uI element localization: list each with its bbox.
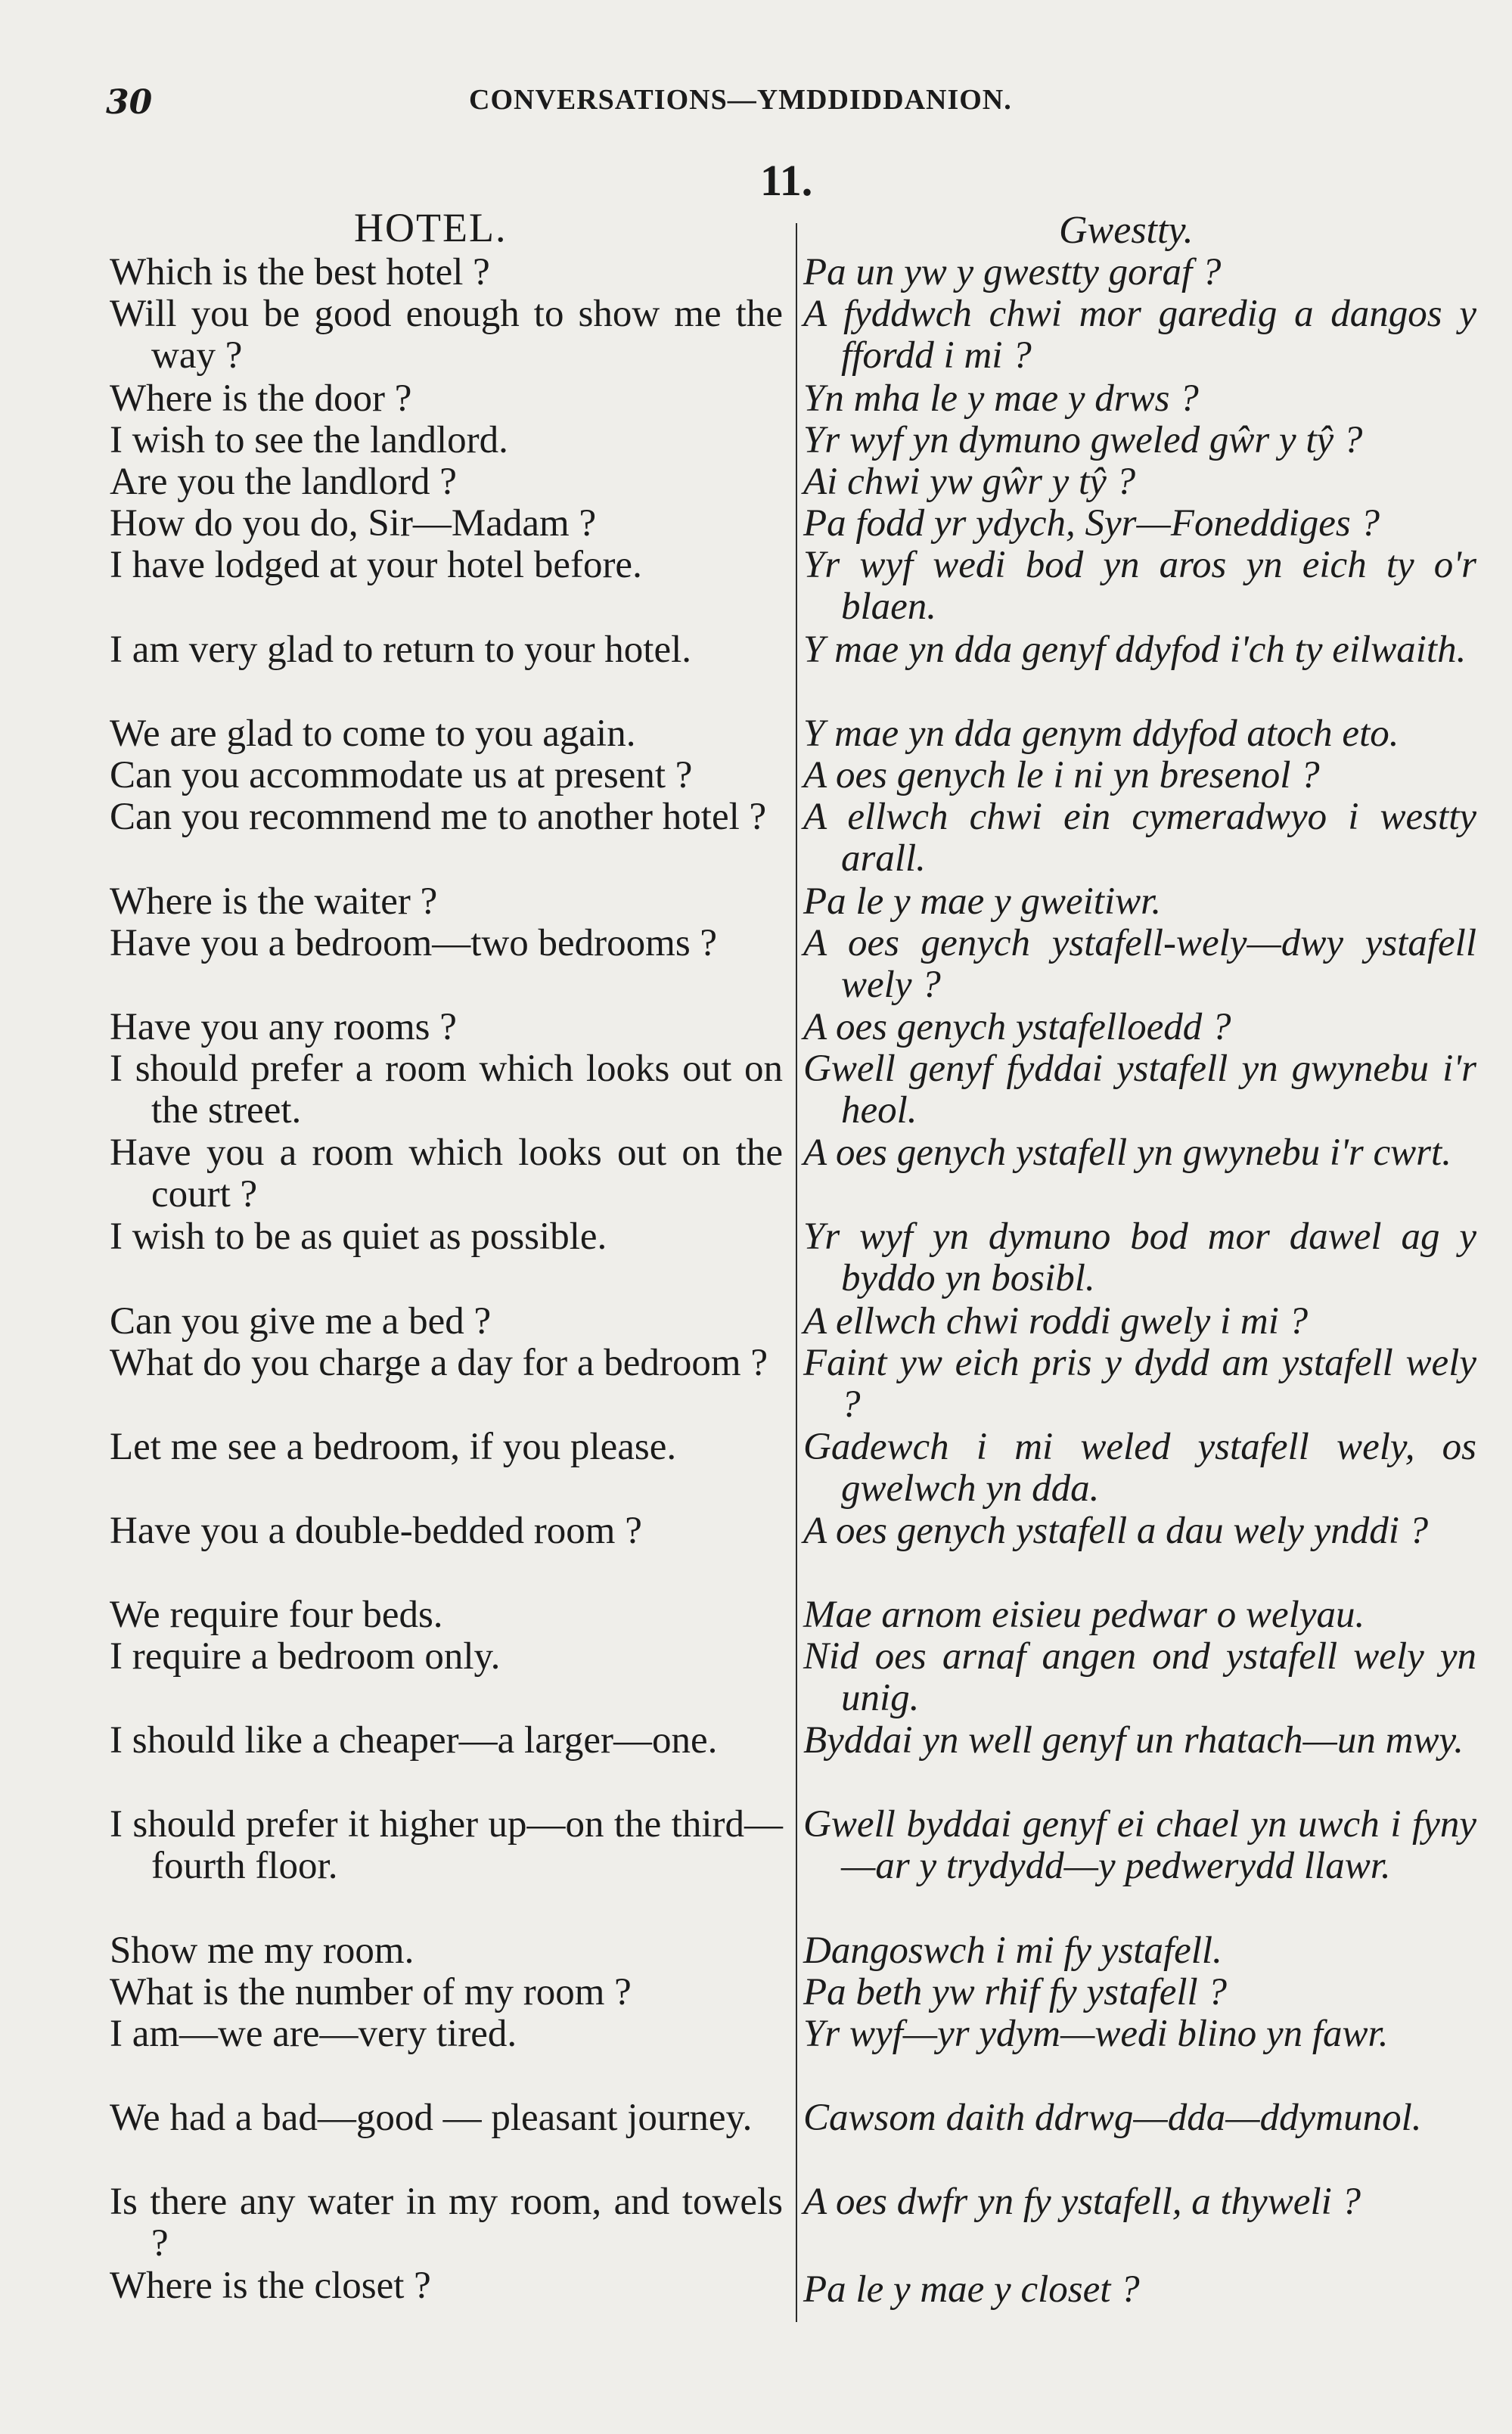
running-title: CONVERSATIONS—YMDDIDDANION. [469,84,1012,116]
welsh-phrase: Pa le y mae y closet ? [803,2268,1140,2311]
welsh-phrase: A oes genych le i ni yn bresenol ? [803,754,1320,796]
english-phrase: Is there any water in my room, and towels ? [110,2181,783,2265]
welsh-phrase: Gadewch i mi weled ystafell wely, os gwelwch yn dda. [803,1426,1476,1510]
english-phrase: Where is the waiter ? [110,880,438,923]
welsh-phrase: A oes genych ystafell yn gwynebu i'r cwrt. [803,1132,1451,1174]
welsh-phrase: Byddai yn well genyf un rhatach—un mwy. [803,1719,1464,1762]
english-phrase: Show me my room. [110,1930,414,1972]
english-phrase: Can you give me a bed ? [110,1300,492,1343]
english-phrase: Have you a bedroom—two bedrooms ? [110,922,718,964]
english-phrase: I should prefer it higher up—on the third—fourth floor. [110,1803,783,1887]
english-phrase: Have you any rooms ? [110,1006,457,1048]
welsh-phrase: Gwell byddai genyf ei chael yn uwch i fyny—ar y trydydd—y pedwerydd llawr. [803,1803,1476,1887]
welsh-phrase: A ellwch chwi ein cymeradwyo i westty arall. [803,796,1476,880]
welsh-phrase: Y mae yn dda genym ddyfod atoch eto. [803,713,1399,755]
welsh-phrase: Yn mha le y mae y drws ? [803,377,1199,420]
english-phrase: I wish to see the landlord. [110,419,508,461]
welsh-phrase: A oes genych ystafell-wely—dwy ystafell wely ? [803,922,1476,1006]
english-phrase: We had a bad—good — pleasant journey. [110,2097,753,2139]
english-phrase: Let me see a bedroom, if you please. [110,1426,677,1468]
welsh-phrase: A oes genych ystafelloedd ? [803,1006,1231,1048]
english-phrase: I am very glad to return to your hotel. [110,629,692,671]
english-phrase: What is the number of my room ? [110,1971,632,2013]
welsh-phrase: Faint yw eich pris y dydd am ystafell wely ? [803,1342,1476,1426]
welsh-phrase: Pa le y mae y gweitiwr. [803,880,1162,923]
english-phrase: Have you a room which looks out on the court ? [110,1132,783,1215]
english-phrase: What do you charge a day for a bedroom ? [110,1342,768,1384]
english-phrase: I have lodged at your hotel before. [110,544,642,586]
english-phrase: Where is the closet ? [110,2265,431,2307]
welsh-phrase: Pa beth yw rhif fy ystafell ? [803,1971,1227,2013]
welsh-phrase: Gwell genyf fyddai ystafell yn gwynebu i'r heol. [803,1048,1476,1132]
welsh-phrase: A ellwch chwi roddi gwely i mi ? [803,1300,1309,1343]
welsh-phrase: Pa un yw y gwestty goraf ? [803,251,1222,293]
section-number: 11. [760,156,813,205]
english-phrase: I require a bedroom only. [110,1635,501,1678]
page-number: 30 [106,83,153,122]
welsh-phrase: Yr wyf yn dymuno gweled gŵr y tŷ ? [803,419,1363,461]
english-phrase: I am—we are—very tired. [110,2013,517,2055]
welsh-phrase: A oes genych ystafell a dau wely ynddi ? [803,1510,1429,1552]
welsh-phrase: Cawsom daith ddrwg—dda—ddymunol. [803,2097,1422,2139]
welsh-phrase: Ai chwi yw gŵr y tŷ ? [803,461,1136,503]
english-phrase: We require four beds. [110,1594,443,1636]
english-phrase: Where is the door ? [110,377,412,420]
running-head [106,76,1445,129]
welsh-phrase: Pa fodd yr ydych, Syr—Foneddiges ? [803,502,1380,545]
english-phrase: Are you the landlord ? [110,461,457,503]
english-phrase: Which is the best hotel ? [110,251,490,293]
welsh-phrase: Nid oes arnaf angen ond ystafell wely yn unig. [803,1635,1476,1719]
english-phrase: I should like a cheaper—a larger—one. [110,1719,718,1762]
english-phrase: I should prefer a room which looks out on the street. [110,1048,783,1132]
welsh-phrase: Yr wyf wedi bod yn aros yn eich ty o'r blaen. [803,544,1476,628]
english-phrase: Have you a double-bedded room ? [110,1510,642,1552]
english-phrase: We are glad to come to you again. [110,713,636,755]
english-phrase: How do you do, Sir—Madam ? [110,502,597,545]
english-phrase: Can you accommodate us at present ? [110,754,693,796]
welsh-phrase: Dangoswch i mi fy ystafell. [803,1930,1222,1972]
column-divider [796,223,797,2322]
welsh-phrase: Yr wyf yn dymuno bod mor dawel ag y byddo yn bosibl. [803,1215,1476,1299]
english-phrase: Can you recommend me to another hotel ? [110,796,767,838]
english-column-heading: HOTEL. [354,205,508,250]
english-phrase: Will you be good enough to show me the way ? [110,293,783,377]
welsh-phrase: Mae arnom eisieu pedwar o welyau. [803,1594,1365,1636]
english-phrase: I wish to be as quiet as possible. [110,1215,607,1258]
welsh-column-heading: Gwestty. [1059,209,1194,252]
welsh-phrase: Yr wyf—yr ydym—wedi blino yn fawr. [803,2013,1389,2055]
welsh-phrase: Y mae yn dda genyf ddyfod i'ch ty eilwaith. [803,629,1467,671]
welsh-phrase: A fyddwch chwi mor garedig a dangos y ffordd i mi ? [803,293,1476,377]
welsh-phrase: A oes dwfr yn fy ystafell, a thyweli ? [803,2181,1361,2223]
